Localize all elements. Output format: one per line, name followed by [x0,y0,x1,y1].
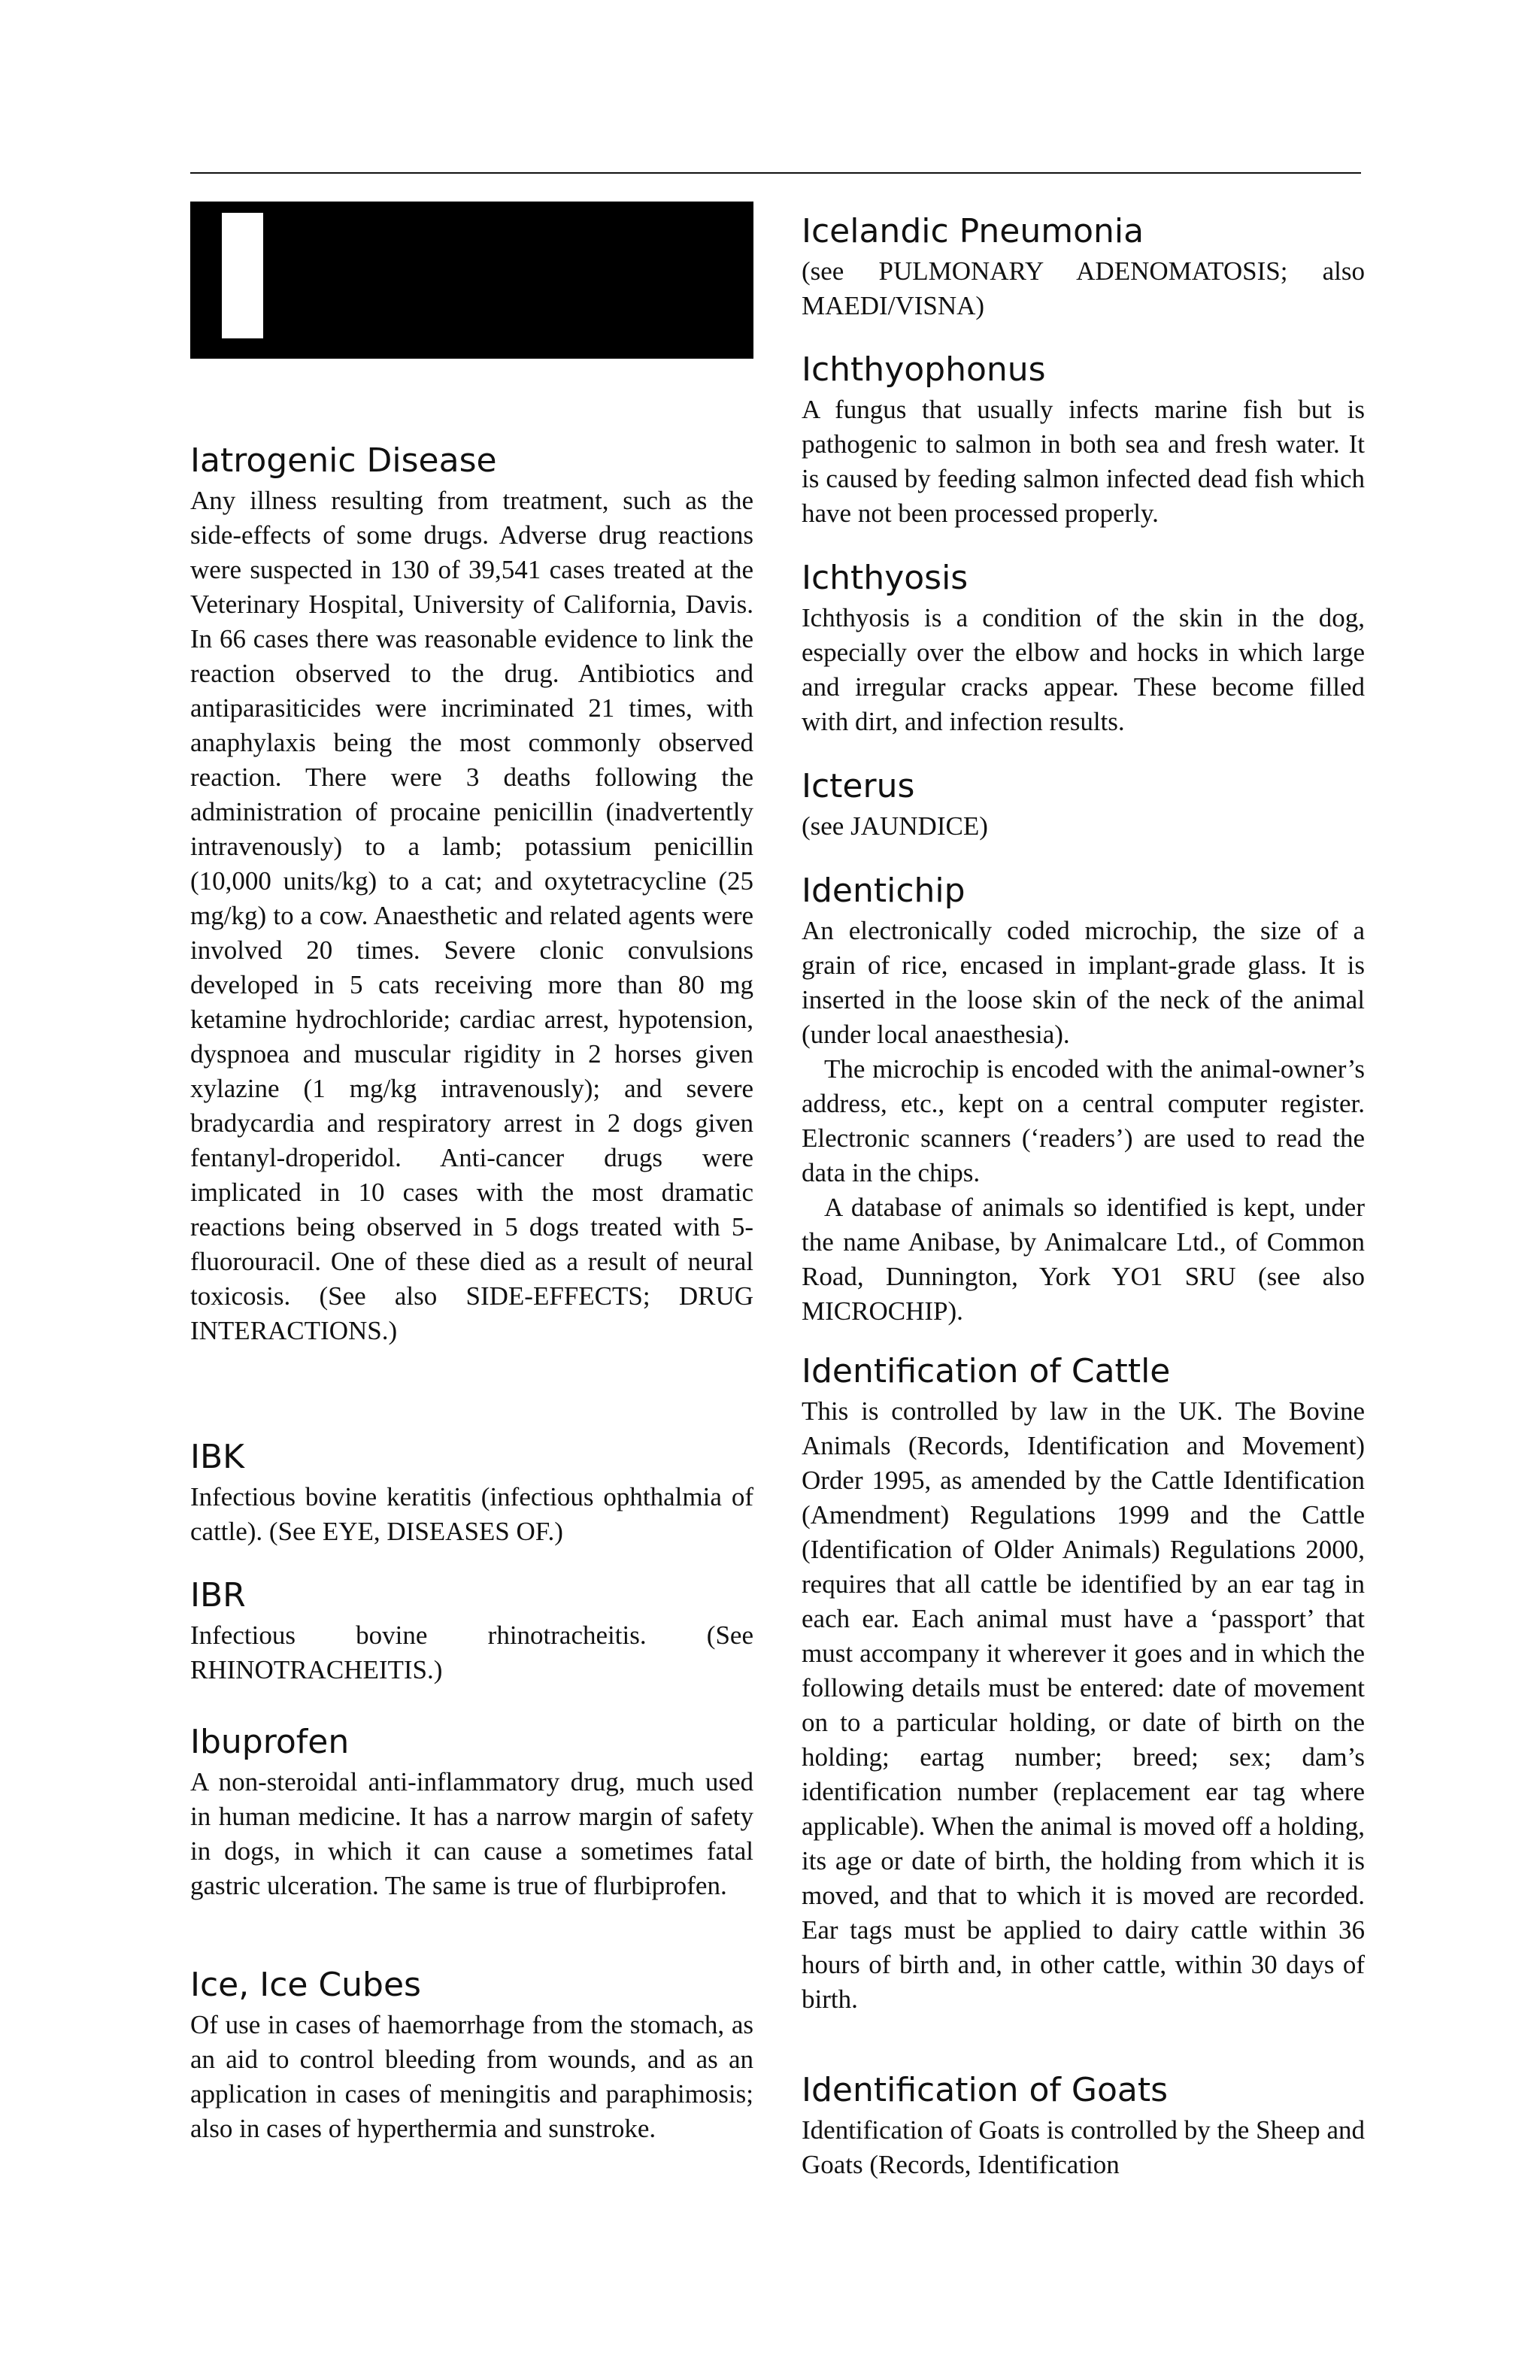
entry-text: A database of animals so identified is kept, under the name Anibase, by Animalcare Ltd., of Common Road, Dunnington, York YO1 SRU (see also MICROCHIP). [802,1193,1365,1326]
entry-text: A fungus that usually infects marine fish but is pathogenic to salmon in both sea and fresh water. It is caused by feeding salmon infected dead fish which have not been processed properly. [802,395,1365,528]
entry-ice-cubes [190,1964,753,2146]
entry-text: Any illness resulting from treatment, such as the side-effects of some drugs. Adverse drug reactions were suspected in 130 of 39,541 cases treated at the Veterinary Hospital, University of California, Davis. In 66 cases there was reasonable evidence to link the reaction observed to the drug. Antibiotics and antiparasiticides were incriminated 21 times, with anaphylaxis being the most commonly observed reaction. There were 3 deaths following the administration of procaine penicillin (inadvertently intravenously) to a lamb; potassium penicillin (10,000 units/kg) to a cat; and oxytetracycline (25 mg/kg) to a cow. Anaesthetic and related agents were involved 20 times. Severe clonic convulsions developed in 5 cats receiving more than 80 mg ketamine hydrochloride; cardiac arrest, hypotension, dyspnoea and muscular rigidity in 2 horses given xylazine (1 mg/kg intravenously); and severe bradycardia and respiratory arrest in 2 dogs given fentanyl-droperidol. Anti-cancer drugs were implicated in 10 cases with the most dramatic reactions being observed in 5 dogs treated with 5-fluorouracil. One of these died as a result of neural toxicosis. (See also SIDE-EFFECTS; DRUG INTERACTIONS.) [190,486,753,1345]
entry-text: Infectious bovine keratitis (infectious ophthalmia of cattle). (See EYE, DISEASES OF.) [190,1482,753,1546]
entry-text: (see PULMONARY ADENOMATOSIS; also MAEDI/VISNA) [802,256,1365,320]
entry-identichip [802,870,1365,1329]
entry-title: Ichthyosis [802,559,969,597]
entry-text: Of use in cases of haemorrhage from the stomach, as an aid to control bleeding from wounds, and as an application in cases of meningitis and paraphimosis; also in cases of hyperthermia and sunstroke. [190,2010,753,2143]
entry-title: Icterus [802,767,915,805]
entry-ibr [190,1575,753,1687]
entry-identification-of-cattle [802,1351,1365,2017]
entry-text: The microchip is encoded with the animal-owner’s address, etc., kept on a central computer register. Electronic scanners (‘readers’) are used to read the data in the chips. [802,1054,1365,1187]
entry-title: Ibuprofen [190,1723,350,1761]
entry-identification-of-goats [802,2069,1365,2182]
entry-title: Identification of Cattle [802,1352,1171,1390]
entry-icelandic-pneumonia [802,211,1365,323]
entry-title: IBK [190,1438,245,1476]
entry-text: Ichthyosis is a condition of the skin in the dog, especially over the elbow and hocks in which large and irregular cracks appear. These become filled with dirt, and infection results. [802,603,1365,736]
entry-text: Identification of Goats is controlled by the Sheep and Goats (Records, Identification [802,2115,1365,2179]
entry-text: An electronically coded microchip, the size of a grain of rice, encased in implant-grade glass. It is inserted in the loose skin of the neck of the animal (under local anaesthesia). [802,916,1365,1049]
entry-title: Icelandic Pneumonia [802,212,1144,250]
entry-ibuprofen [190,1721,753,1903]
entry-ichthyosis [802,557,1365,739]
entry-text: (see JAUNDICE) [802,811,988,841]
entry-text: This is controlled by law in the UK. The Bovine Animals (Records, Identification and Movement) Order 1995, as amended by the Cattle Identification (Amendment) Regulations 1999 and the Cattle (Identification of Older Animals) Regulations 2000, requires that all cattle be identified by an ear tag in each ear. Each animal must have a ‘passport’ that must accompany it wherever it goes and in which the following details must be entered: date of movement on to a particular holding, or date of birth on the holding; eartag number; breed; sex; dam’s identification number (replacement ear tag where applicable). When the animal is moved off a holding, its age or date of birth, the holding from which it is moved, and that to which it is moved are recorded. Ear tags must be applied to dairy cattle within 36 hours of birth and, in other cattle, within 30 days of birth. [802,1396,1365,2014]
entry-text: A non-steroidal anti-inflammatory drug, much used in human medicine. It has a narrow margin of safety in dogs, in which it can cause a sometimes fatal gastric ulceration. The same is true of flurbiprofen. [190,1767,753,1900]
entry-text: Infectious bovine rhinotracheitis. (See RHINOTRACHEITIS.) [190,1621,753,1684]
section-letter-glyph [222,213,263,338]
entry-title: Ice, Ice Cubes [190,1966,421,2004]
entry-icterus [802,766,1365,844]
entry-title: Identichip [802,872,966,910]
entry-title: Ichthyophonus [802,350,1046,389]
entry-iatrogenic-disease [190,440,753,1348]
entry-title: IBR [190,1576,246,1614]
section-letter-block [190,202,753,359]
entry-title: Iatrogenic Disease [190,441,497,480]
entry-ibk [190,1436,753,1549]
entry-title: Identification of Goats [802,2071,1169,2109]
top-rule [190,172,1361,174]
entry-ichthyophonus [802,349,1365,531]
